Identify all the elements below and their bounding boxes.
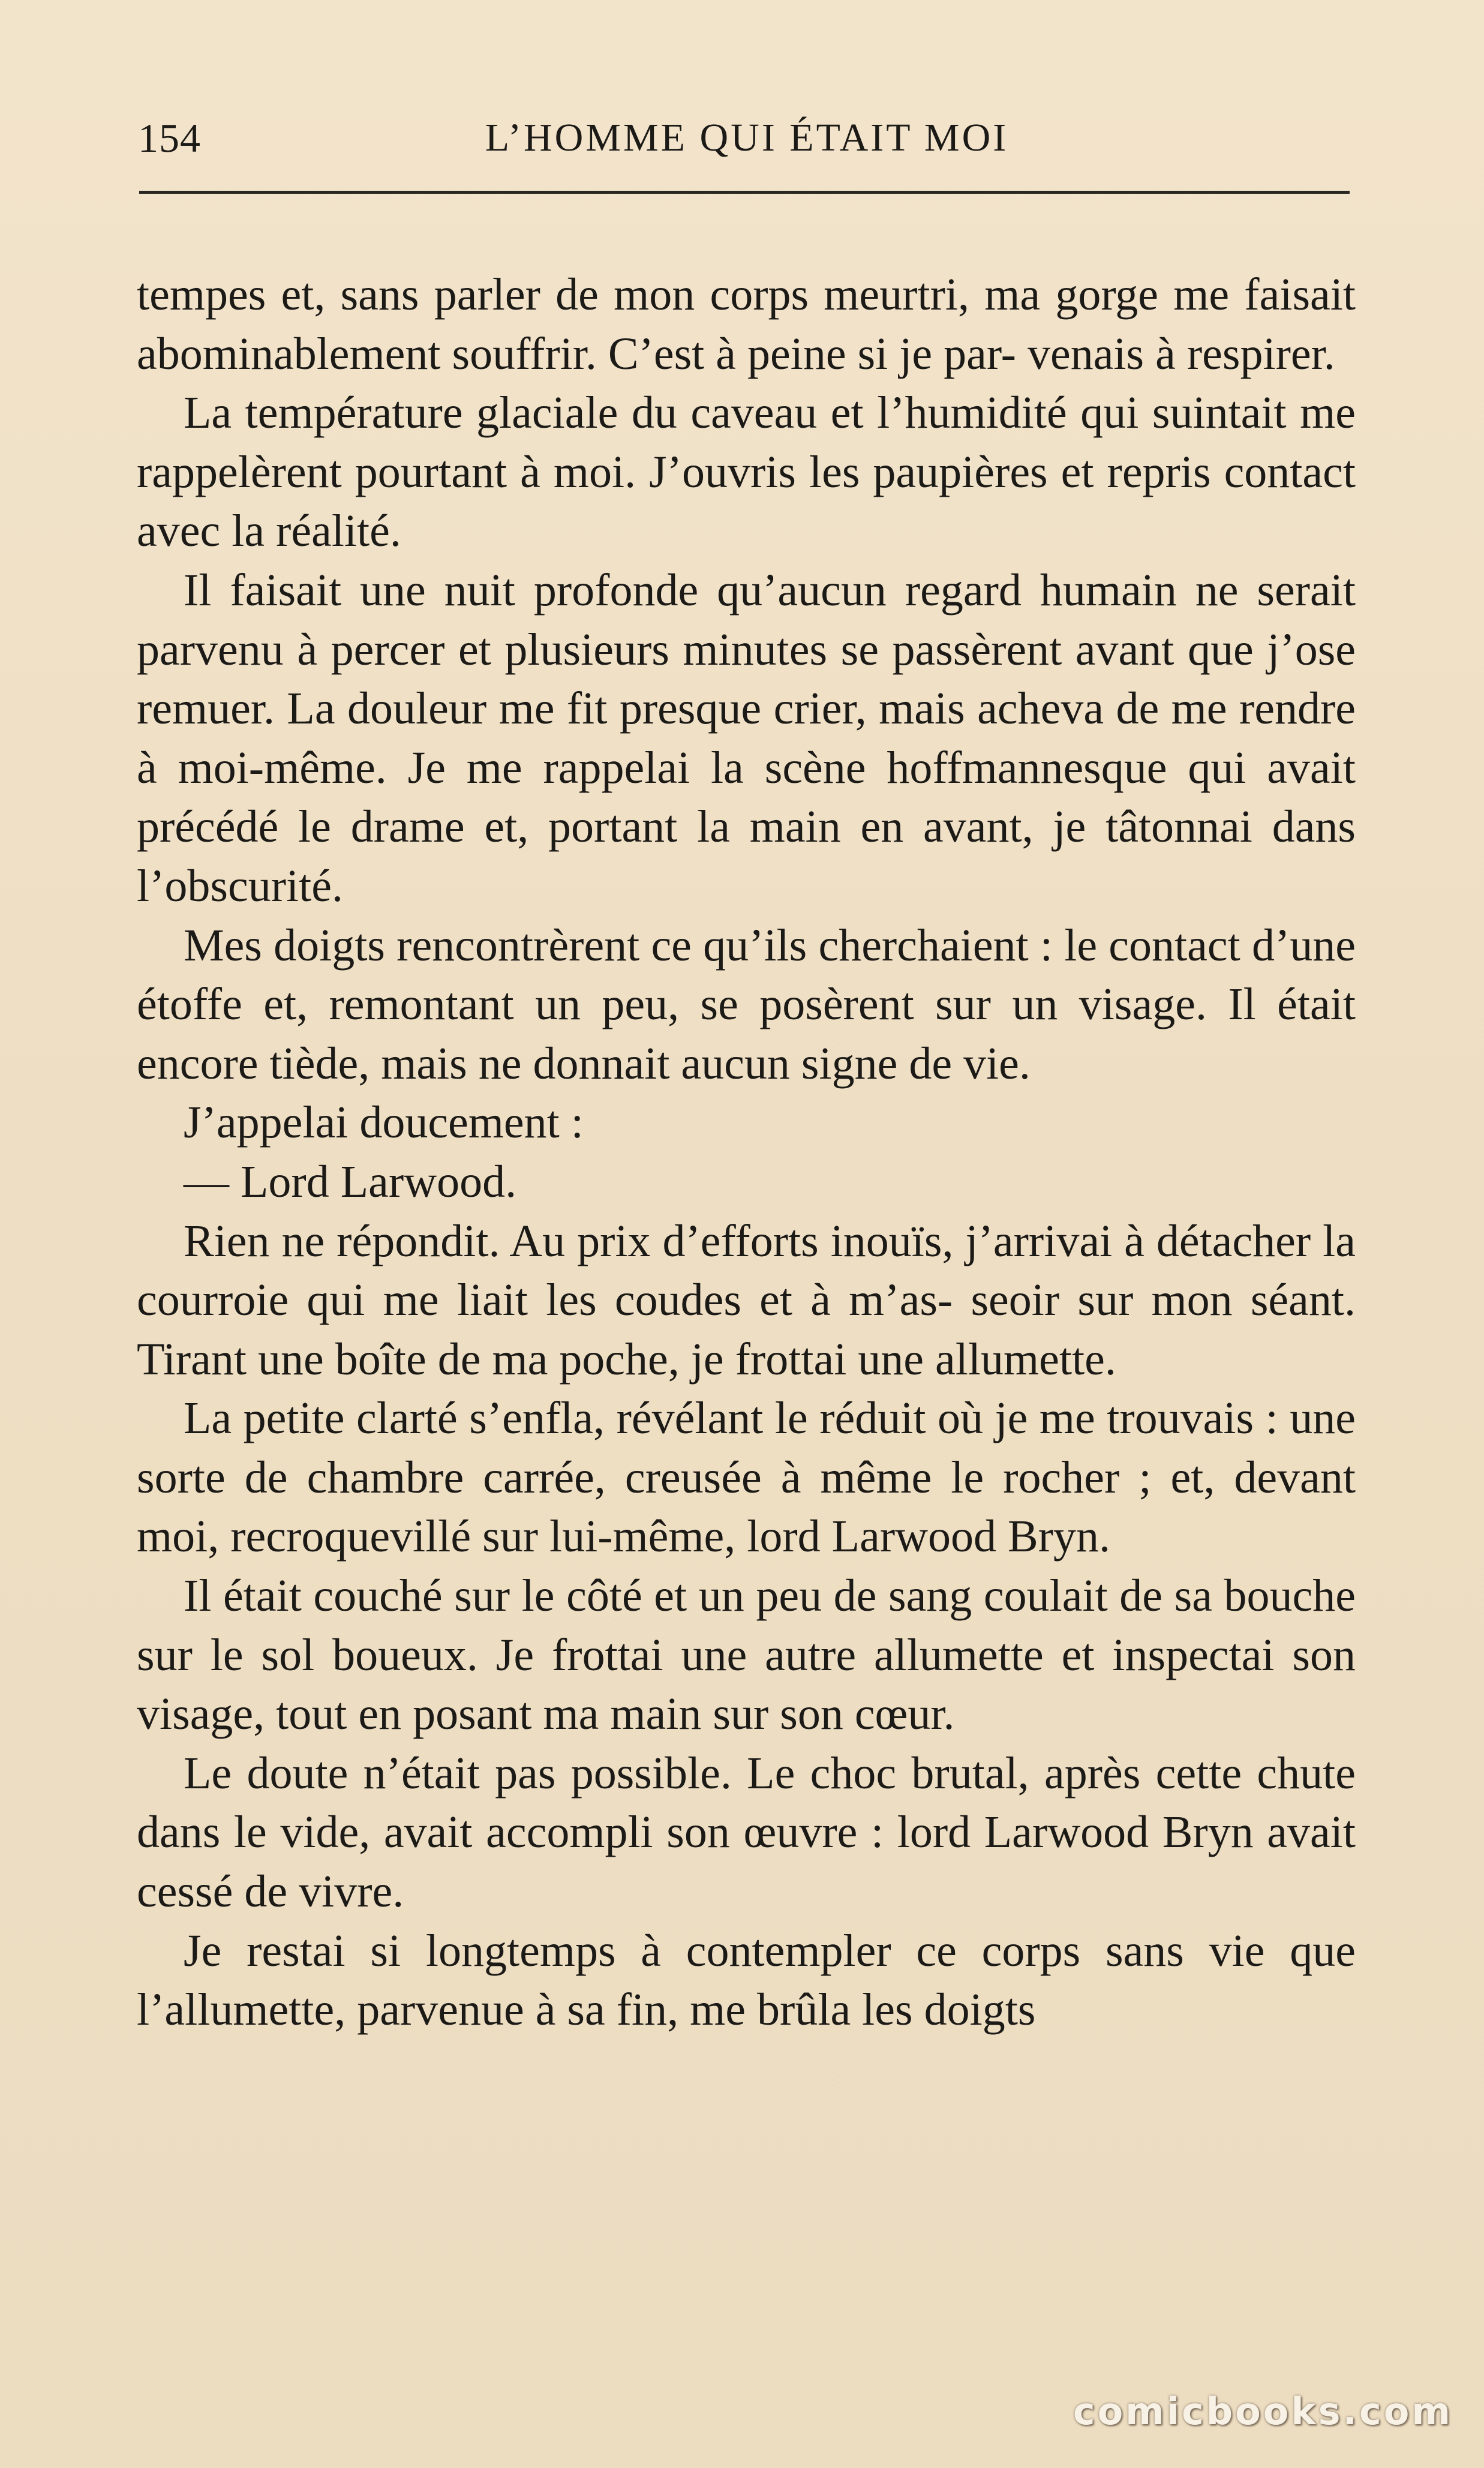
running-title: L’HOMME QUI ÉTAIT MOI	[485, 116, 1009, 160]
paragraph: Il faisait une nuit profonde qu’aucun regard humain ne serait parvenu à percer et plusieurs minutes se passèrent avant que j’ose remuer. La douleur me fit presque crier, mais acheva de me rendre à moi-même. Je me rappelai la scène hoffmannesque qui avait précédé le drame et, portant la main en avant, je tâtonnai dans l’obscurité.	[137, 565, 1356, 911]
paragraph: J’appelai doucement :	[184, 1097, 584, 1148]
body-text	[137, 265, 1356, 2040]
paragraph: La petite clarté s’enfla, révélant le réduit où je me trouvais : une sorte de chambre carrée, creusée à même le rocher ; et, devant moi, recroquevillé sur lui-même, lord Larwood Bryn.	[137, 1393, 1356, 1562]
paragraph: La température glaciale du caveau et l’humidité qui suintait me rappelèrent pourtant à moi. J’ouvris les paupières et repris contact avec la réalité.	[137, 388, 1356, 557]
paragraph: Rien ne répondit. Au prix d’efforts inouïs, j’arrivai à détacher la courroie qui me liait les coudes et à m’as- seoir sur mon séant. Tirant une boîte de ma poche, je frottai une allumette.	[137, 1215, 1356, 1385]
paragraph: Mes doigts rencontrèrent ce qu’ils cherchaient : le contact d’une étoffe et, remontant un peu, se posèrent sur un visage. Il était encore tiède, mais ne donnait aucun signe de vie.	[137, 920, 1356, 1089]
page-number: 154	[138, 115, 201, 161]
paragraph-continued: tempes et, sans parler de mon corps meurtri, ma gorge me faisait abominablement souffrir. C’est à peine si je par- venais à respirer.	[137, 269, 1356, 379]
dialogue-line: — Lord Larwood.	[184, 1156, 517, 1207]
watermark-logo: comicbooks.com	[1073, 2389, 1453, 2433]
header-rule	[139, 191, 1350, 194]
paragraph: Je restai si longtemps à contempler ce corps sans vie que l’allumette, parvenue à sa fin, me brûla les doigts	[137, 1925, 1356, 2035]
paragraph: Il était couché sur le côté et un peu de sang coulait de sa bouche sur le sol boueux. Je frottai une autre allumette et inspectai son visage, tout en posant ma main sur son cœur.	[137, 1571, 1356, 1740]
paragraph: Le doute n’était pas possible. Le choc brutal, après cette chute dans le vide, avait accompli son œuvre : lord Larwood Bryn avait cessé de vivre.	[137, 1748, 1356, 1917]
page-header	[138, 108, 1356, 168]
